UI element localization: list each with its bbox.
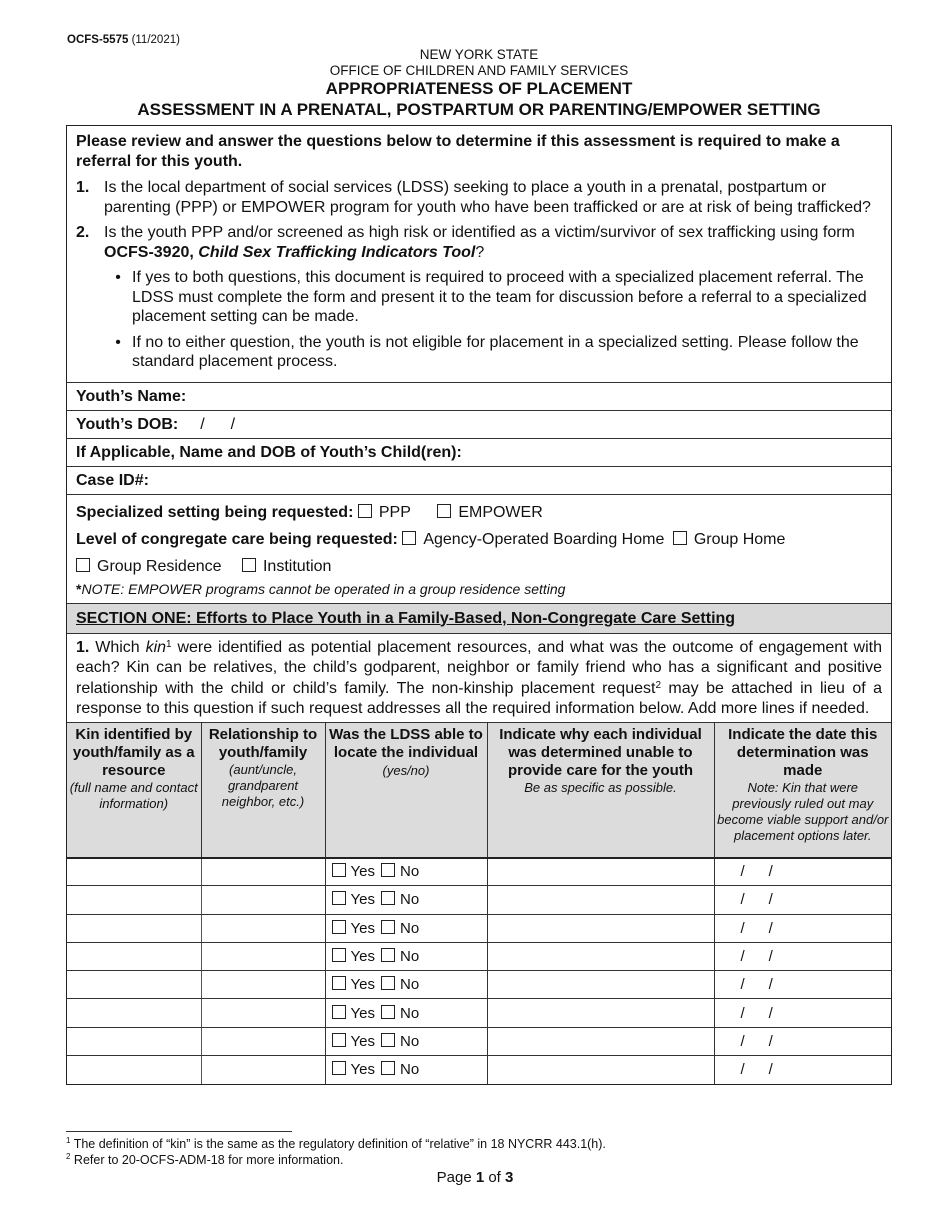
col-subtitle: (yes/no) (382, 762, 430, 778)
date-slash: / (768, 1061, 773, 1079)
reason-cell[interactable] (487, 1027, 714, 1055)
col-title: Relationship to youth/family (208, 725, 318, 761)
page-current: 1 (475, 1169, 485, 1186)
empower-note (76, 580, 882, 600)
checkbox-yes[interactable] (332, 863, 346, 877)
page-subtitle: ASSESSMENT IN A PRENATAL, POSTPARTUM OR PARENTING/EMPOWER SETTING (137, 100, 821, 119)
col-subtitle: Be as specific as possible. (524, 779, 677, 795)
question-text-part: may be attached in lieu of a response to this question if such request addresses all the required information below. Add more lines if needed. (76, 679, 882, 717)
bullet-text: If no to either question, the youth is not eligible for placement in a specialized setting. Please follow the standard placement process. (132, 333, 859, 370)
footnote-ref-2[interactable]: 2 (655, 679, 661, 691)
col-header-kin (67, 723, 201, 858)
page-title: APPROPRIATENESS OF PLACEMENT (325, 79, 633, 98)
checkbox-yes[interactable] (332, 920, 346, 934)
date-slash: / (740, 863, 745, 881)
date-slash: / (740, 976, 745, 994)
section-one-question-1 (67, 634, 891, 723)
date-slash: / (768, 948, 773, 966)
date-cell[interactable] (714, 1027, 891, 1055)
slash: / (200, 415, 205, 433)
kin-cell[interactable] (67, 999, 201, 1027)
date-cell[interactable] (714, 999, 891, 1027)
col-subtitle: (aunt/uncle, grandparent neighbor, etc.) (221, 761, 305, 809)
specialized-setting-label: Specialized setting being requested: (76, 503, 354, 521)
reason-cell[interactable] (487, 858, 714, 886)
no-label: No (399, 976, 420, 994)
option-label: Group Residence (97, 557, 222, 575)
kin-table-container (67, 723, 891, 1084)
kin-cell[interactable] (67, 858, 201, 886)
screening-question-1 (76, 178, 882, 217)
bullet-icon: • (115, 333, 121, 351)
checkbox-yes[interactable] (332, 1033, 346, 1047)
option-label: Institution (262, 557, 332, 575)
checkbox-no[interactable] (381, 976, 395, 990)
relationship-cell[interactable] (201, 1056, 325, 1084)
yes-label: Yes (350, 1061, 375, 1079)
footnote-2 (66, 1153, 606, 1169)
checkbox-yes[interactable] (332, 891, 346, 905)
question-text-part: were identified as potential placement resources, and what was the outcome of engagement with each? Kin can be relatives, the child’s godparent, neighbor or family friend who has a significant and positive relationship with the child or child’s family. The non-kinship placement request (76, 638, 882, 697)
checkbox-no[interactable] (381, 1033, 395, 1047)
table-row (67, 1027, 891, 1055)
no-label: No (399, 948, 420, 966)
relationship-cell[interactable] (201, 886, 325, 914)
checkbox-boarding-home[interactable] (402, 531, 416, 545)
footnotes (66, 1137, 606, 1168)
checkbox-yes[interactable] (332, 948, 346, 962)
yes-label: Yes (350, 976, 375, 994)
relationship-cell[interactable] (201, 971, 325, 999)
congregate-care-label: Level of congregate care being requested: (76, 530, 398, 548)
checkbox-no[interactable] (381, 891, 395, 905)
reason-cell[interactable] (487, 942, 714, 970)
located-cell (325, 1056, 487, 1084)
date-slash: / (768, 919, 773, 937)
kin-cell[interactable] (67, 914, 201, 942)
col-title: Kin identified by youth/family as a resource (72, 725, 195, 779)
located-cell (325, 886, 487, 914)
date-slash: / (768, 891, 773, 909)
form-date: (11/2021) (131, 34, 180, 46)
footnote-marker: 1 (66, 1136, 71, 1145)
checkbox-group-home[interactable] (673, 531, 687, 545)
checkbox-institution[interactable] (242, 558, 256, 572)
table-row (67, 1056, 891, 1084)
relationship-cell[interactable] (201, 999, 325, 1027)
form-id (67, 34, 180, 46)
page-prefix: Page (436, 1169, 476, 1186)
date-cell[interactable] (714, 858, 891, 886)
youth-name-label: Youth’s Name: (76, 387, 187, 405)
question-text-end: ? (475, 243, 485, 261)
option-group-residence[interactable] (76, 558, 222, 575)
case-id-label: Case ID#: (76, 471, 149, 489)
yes-label: Yes (350, 891, 375, 909)
reason-cell[interactable] (487, 1056, 714, 1084)
instruction-bullets (104, 268, 882, 372)
no-label: No (399, 891, 420, 909)
relationship-cell[interactable] (201, 942, 325, 970)
checkbox-no[interactable] (381, 920, 395, 934)
congregate-care-line-2 (76, 553, 882, 580)
bullet-text: If yes to both questions, this document is required to proceed with a specialized placement referral. The LDSS must complete the form and present it to the team for discussion before a referral to a specialized placement setting can be made. (132, 269, 867, 325)
table-row (67, 858, 891, 886)
date-cell[interactable] (714, 914, 891, 942)
settings-section (67, 495, 891, 604)
date-slash: / (740, 891, 745, 909)
option-institution[interactable] (242, 558, 331, 575)
footnote-text: The definition of “kin” is the same as the regulatory definition of “relative” in 18 NYCRR 443.1(h). (70, 1137, 606, 1151)
no-label: No (399, 919, 420, 937)
reason-cell[interactable] (487, 886, 714, 914)
specialized-setting-line (76, 499, 882, 526)
date-slash: / (740, 919, 745, 937)
document-header (66, 47, 892, 120)
youth-dob-field[interactable] (67, 411, 891, 439)
table-row (67, 914, 891, 942)
intro-lead: Please review and answer the questions below to determine if this assessment is required to make a referral for this youth. (76, 133, 840, 170)
checkbox-no[interactable] (381, 1061, 395, 1075)
dob-slashes[interactable] (200, 416, 261, 433)
col-title: Indicate the date this determination was made (728, 725, 878, 779)
intro-section (67, 126, 891, 383)
date-slash: / (768, 863, 773, 881)
col-subtitle: Note: Kin that were previously ruled out may become viable support and/or placement options later. (717, 779, 889, 843)
youth-name-field[interactable] (67, 383, 891, 411)
col-header-date (714, 723, 891, 858)
note-asterisk: * (76, 580, 82, 597)
located-cell (325, 942, 487, 970)
congregate-care-line (76, 526, 882, 553)
footnote-text: Refer to 20-OCFS-ADM-18 for more information. (70, 1152, 344, 1167)
kin-table-body (67, 858, 891, 1084)
col-title: Was the LDSS able to locate the individual (329, 725, 483, 761)
no-label: No (399, 1004, 420, 1022)
checkbox-empower[interactable] (437, 504, 451, 518)
office-name: OFFICE OF CHILDREN AND FAMILY SERVICES (329, 63, 629, 78)
date-cell[interactable] (714, 1056, 891, 1084)
children-label: If Applicable, Name and DOB of Youth’s Child(ren): (76, 443, 462, 461)
located-cell (325, 858, 487, 886)
case-id-field[interactable] (67, 467, 891, 495)
no-label: No (399, 1032, 420, 1050)
kin-cell[interactable] (67, 886, 201, 914)
located-cell (325, 914, 487, 942)
option-group-home[interactable] (673, 531, 786, 548)
footnote-1 (66, 1137, 606, 1153)
yes-label: Yes (350, 948, 375, 966)
no-label: No (399, 1061, 420, 1079)
date-slash: / (740, 1061, 745, 1079)
table-row (67, 942, 891, 970)
reason-cell[interactable] (487, 971, 714, 999)
question-number: 2. (76, 224, 90, 241)
located-cell (325, 1027, 487, 1055)
located-cell (325, 999, 487, 1027)
option-label: PPP (378, 503, 411, 521)
date-slash: / (768, 1032, 773, 1050)
form-frame (66, 125, 892, 1085)
date-cell[interactable] (714, 942, 891, 970)
question-text-part: Which (89, 638, 146, 656)
no-label: No (399, 863, 420, 881)
col-subtitle: (full name and contact information) (69, 779, 198, 811)
slash: / (230, 415, 236, 433)
tool-name: Child Sex Trafficking Indicators Tool (198, 243, 476, 261)
reason-cell[interactable] (487, 914, 714, 942)
yes-label: Yes (350, 863, 375, 881)
checkbox-group-residence[interactable] (76, 558, 90, 572)
checkbox-no[interactable] (381, 948, 395, 962)
located-cell (325, 971, 487, 999)
checkbox-yes[interactable] (332, 1005, 346, 1019)
col-header-reason (487, 723, 714, 858)
date-cell[interactable] (714, 886, 891, 914)
table-row (67, 971, 891, 999)
relationship-cell[interactable] (201, 914, 325, 942)
bullet-icon: • (115, 269, 121, 286)
section-one-header: SECTION ONE: Efforts to Place Youth in a Family-Based, Non-Congregate Care Setting (67, 604, 891, 634)
checkbox-yes[interactable] (332, 1061, 346, 1075)
col-title: Indicate why each individual was determined unable to provide care for the youth (499, 725, 702, 779)
option-label: EMPOWER (458, 503, 543, 521)
page-number (0, 1169, 950, 1186)
form-reference: OCFS-3920, (104, 243, 194, 261)
kin-cell[interactable] (67, 1056, 201, 1084)
relationship-cell[interactable] (201, 858, 325, 886)
checkbox-yes[interactable] (332, 976, 346, 990)
option-empower[interactable] (437, 504, 542, 521)
bullet-item (104, 333, 882, 372)
date-slash: / (768, 1004, 773, 1022)
screening-question-2 (76, 223, 882, 262)
option-label: Agency-Operated Boarding Home (423, 530, 665, 548)
kin-table (67, 723, 891, 1084)
table-row (67, 886, 891, 914)
kin-cell[interactable] (67, 971, 201, 999)
footnote-ref-1[interactable]: 1 (166, 638, 172, 650)
checkbox-ppp[interactable] (358, 504, 372, 518)
date-slash: / (740, 1032, 745, 1050)
youth-dob-label: Youth’s DOB: (76, 415, 179, 433)
checkbox-no[interactable] (381, 863, 395, 877)
children-field[interactable] (67, 439, 891, 467)
kin-cell[interactable] (67, 942, 201, 970)
date-slash: / (740, 1004, 745, 1022)
question-text-part: Is the youth PPP and/or screened as high risk or identified as a victim/survivor of sex trafficking using form (104, 224, 855, 241)
kin-cell[interactable] (67, 1027, 201, 1055)
option-label: Group Home (693, 530, 786, 548)
kin-term: kin (145, 638, 167, 656)
reason-cell[interactable] (487, 999, 714, 1027)
footnote-marker: 2 (66, 1151, 71, 1161)
yes-label: Yes (350, 919, 375, 937)
note-text: NOTE: EMPOWER programs cannot be operated in a group residence setting (81, 580, 566, 597)
yes-label: Yes (350, 1032, 375, 1050)
date-slash: / (740, 948, 745, 966)
col-header-relationship (201, 723, 325, 858)
form-code: OCFS-5575 (67, 34, 129, 46)
page-total: 3 (505, 1169, 514, 1186)
relationship-cell[interactable] (201, 1027, 325, 1055)
state-name: NEW YORK STATE (419, 47, 539, 62)
kin-table-header (67, 723, 891, 858)
question-number: 1. (76, 179, 90, 196)
question-number: 1. (76, 638, 90, 656)
page-of: of (484, 1169, 506, 1186)
checkbox-no[interactable] (381, 1005, 395, 1019)
option-ppp[interactable] (358, 504, 411, 521)
question-text (104, 223, 882, 262)
yes-label: Yes (350, 1004, 375, 1022)
date-slash: / (768, 976, 773, 994)
footnote-divider (66, 1131, 292, 1132)
table-row (67, 999, 891, 1027)
col-header-located (325, 723, 487, 858)
option-boarding-home[interactable] (402, 531, 664, 548)
question-text: Is the local department of social services (LDSS) seeking to place a youth in a prenatal, postpartum or parenting (PPP) or EMPOWER program for youth who have been trafficked or are at risk of being trafficked? (104, 179, 871, 216)
bullet-item (104, 268, 882, 327)
date-cell[interactable] (714, 971, 891, 999)
